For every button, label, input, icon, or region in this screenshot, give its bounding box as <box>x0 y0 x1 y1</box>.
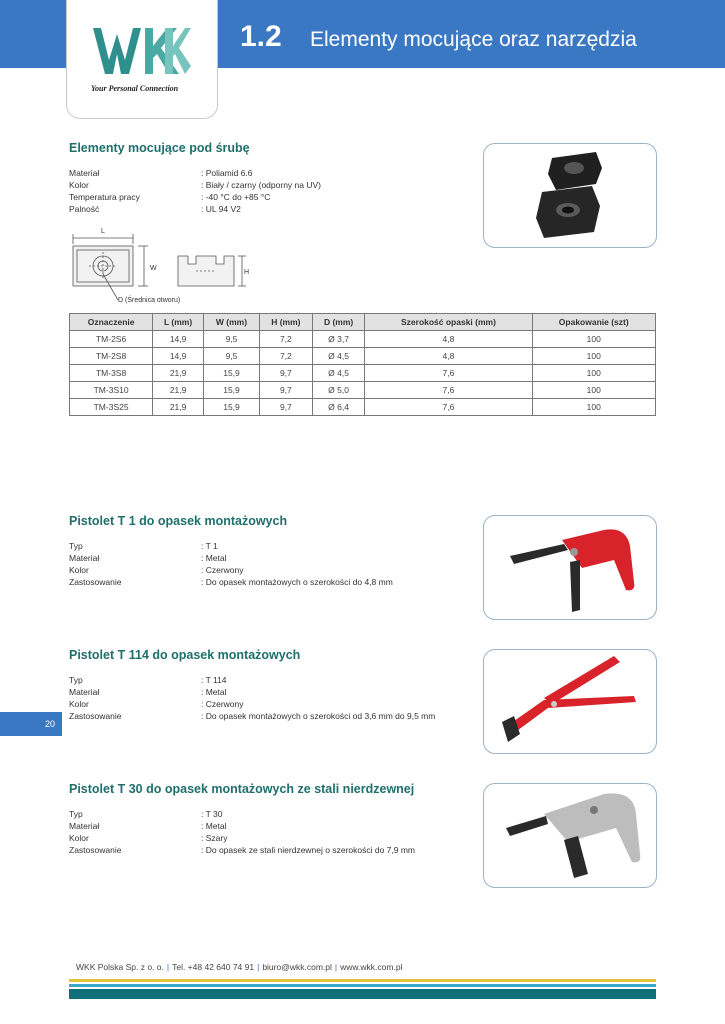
spec-label: Temperatura pracy <box>69 192 140 202</box>
table-cell: 9,5 <box>204 348 260 365</box>
section2-title: Pistolet T 1 do opasek montażowych <box>69 514 288 528</box>
table-cell: Ø 6,4 <box>312 399 365 416</box>
table-cell: TM-2S6 <box>70 331 153 348</box>
spec-label: Materiał <box>69 821 100 831</box>
table-cell: TM-3S25 <box>70 399 153 416</box>
table-cell: 7,2 <box>260 348 313 365</box>
spec-value: : Metal <box>201 821 227 831</box>
section-number: 1.2 <box>240 20 282 53</box>
spec-label: Palność <box>69 204 100 214</box>
table-cell: TM-3S10 <box>70 382 153 399</box>
spec-value: : Do opasek ze stali nierdzewnej o szerokości do 7,9 mm <box>201 845 416 855</box>
table-row <box>70 365 656 382</box>
spec-value: : Metal <box>201 687 227 697</box>
table-cell: 14,9 <box>153 331 204 348</box>
spec-label: Typ <box>69 541 83 551</box>
logo <box>66 0 218 119</box>
dim-label-l: L <box>101 228 105 235</box>
dim-label-w: W <box>150 265 157 272</box>
table-cell: 4,8 <box>365 348 532 365</box>
spec-label: Zastosowanie <box>69 577 122 587</box>
spec-value: : Biały / czarny (odporny na UV) <box>201 180 321 190</box>
section1-specs <box>69 167 321 215</box>
footer-separator: | <box>334 962 338 972</box>
spec-label: Kolor <box>69 180 89 190</box>
table-cell: Ø 5,0 <box>312 382 365 399</box>
table-cell: 4,8 <box>365 331 532 348</box>
spec-value: : T 1 <box>201 541 218 551</box>
table-cell: 21,9 <box>153 382 204 399</box>
table-cell: 9,7 <box>260 365 313 382</box>
tool-t30-photo <box>483 783 657 888</box>
table-cell: 9,7 <box>260 382 313 399</box>
dim-label-h: H <box>244 269 250 276</box>
footer <box>76 962 402 972</box>
footer-stripe-cyan <box>69 984 656 987</box>
spec-label: Kolor <box>69 565 89 575</box>
spec-value: : Do opasek montażowych o szerokości od 3,6 mm do 9,5 mm <box>201 711 436 721</box>
spec-value: : Szary <box>201 833 228 843</box>
spec-label: Zastosowanie <box>69 845 122 855</box>
spec-label: Typ <box>69 675 83 685</box>
section-title: Elementy mocujące oraz narzędzia <box>310 28 637 51</box>
technical-drawing <box>68 226 268 308</box>
logo-tagline: Your Personal Connection <box>91 84 179 93</box>
footer-email[interactable]: biuro@wkk.com.pl <box>262 962 332 972</box>
table-row <box>70 348 656 365</box>
spec-value: : Poliamid 6.6 <box>201 168 253 178</box>
spec-label: Materiał <box>69 687 100 697</box>
spec-value: : Do opasek montażowych o szerokości do 4,8 mm <box>201 577 393 587</box>
logo-mark <box>91 20 191 80</box>
table-cell: 100 <box>532 382 656 399</box>
table-cell: 100 <box>532 399 656 416</box>
table-cell: Ø 4,5 <box>312 348 365 365</box>
spec-label: Kolor <box>69 699 89 709</box>
table-row <box>70 399 656 416</box>
column-header: D (mm) <box>312 314 365 331</box>
table-cell: TM-3S8 <box>70 365 153 382</box>
page-number-tab <box>0 712 62 736</box>
table-cell: Ø 4,5 <box>312 365 365 382</box>
spec-value: : T 114 <box>201 675 227 685</box>
footer-separator: | <box>166 962 170 972</box>
table-cell: 7,6 <box>365 365 532 382</box>
page-number: 20 <box>45 719 56 729</box>
dim-label-d: D (Średnica otworu) <box>118 297 181 304</box>
table-cell: TM-2S8 <box>70 348 153 365</box>
spec-value: : Czerwony <box>201 699 244 709</box>
column-header: Szerokość opaski (mm) <box>365 314 532 331</box>
table-cell: 9,7 <box>260 399 313 416</box>
section4-title: Pistolet T 30 do opasek montażowych ze stali nierdzewnej <box>69 782 415 796</box>
table-cell: 7,6 <box>365 399 532 416</box>
footer-website[interactable]: www.wkk.com.pl <box>340 962 403 972</box>
footer-stripe-teal <box>69 989 656 999</box>
tool-t114-photo <box>483 649 657 754</box>
table-cell: 21,9 <box>153 399 204 416</box>
column-header: Opakowanie (szt) <box>532 314 656 331</box>
footer-stripe-yellow <box>69 979 656 982</box>
section3-specs <box>69 674 435 722</box>
table-row <box>70 382 656 399</box>
section2-specs <box>69 540 393 588</box>
footer-company: WKK Polska Sp. z o. o. <box>76 962 164 972</box>
column-header: W (mm) <box>204 314 260 331</box>
footer-separator: | <box>257 962 260 972</box>
table-cell: 9,5 <box>204 331 260 348</box>
table-cell: 15,9 <box>204 365 260 382</box>
spec-value: : Metal <box>201 553 227 563</box>
mount-spec-table <box>69 313 656 416</box>
spec-label: Materiał <box>69 168 100 178</box>
table-cell: 100 <box>532 331 656 348</box>
column-header: Oznaczenie <box>70 314 153 331</box>
spec-value: : Czerwony <box>201 565 244 575</box>
table-cell: 15,9 <box>204 399 260 416</box>
table-cell: 7,6 <box>365 382 532 399</box>
table-cell: 7,2 <box>260 331 313 348</box>
table-cell: 15,9 <box>204 382 260 399</box>
spec-label: Materiał <box>69 553 100 563</box>
column-header: L (mm) <box>153 314 204 331</box>
spec-value: : T 30 <box>201 809 223 819</box>
table-cell: 100 <box>532 365 656 382</box>
section1-title: Elementy mocujące pod śrubę <box>69 141 250 155</box>
spec-label: Zastosowanie <box>69 711 122 721</box>
footer-phone: Tel. +48 42 640 74 91 <box>172 962 255 972</box>
table-cell: Ø 3,7 <box>312 331 365 348</box>
section4-specs <box>69 808 415 856</box>
spec-value: : -40 °C do +85 °C <box>201 192 271 202</box>
tool-t1-photo <box>483 515 657 620</box>
column-header: H (mm) <box>260 314 313 331</box>
table-header-row <box>70 314 656 331</box>
spec-label: Kolor <box>69 833 89 843</box>
section3-title: Pistolet T 114 do opasek montażowych <box>69 648 301 662</box>
table-row <box>70 331 656 348</box>
spec-value: : UL 94 V2 <box>201 204 241 214</box>
mount-product-photo <box>483 143 657 248</box>
table-cell: 100 <box>532 348 656 365</box>
table-cell: 14,9 <box>153 348 204 365</box>
table-cell: 21,9 <box>153 365 204 382</box>
spec-label: Typ <box>69 809 83 819</box>
